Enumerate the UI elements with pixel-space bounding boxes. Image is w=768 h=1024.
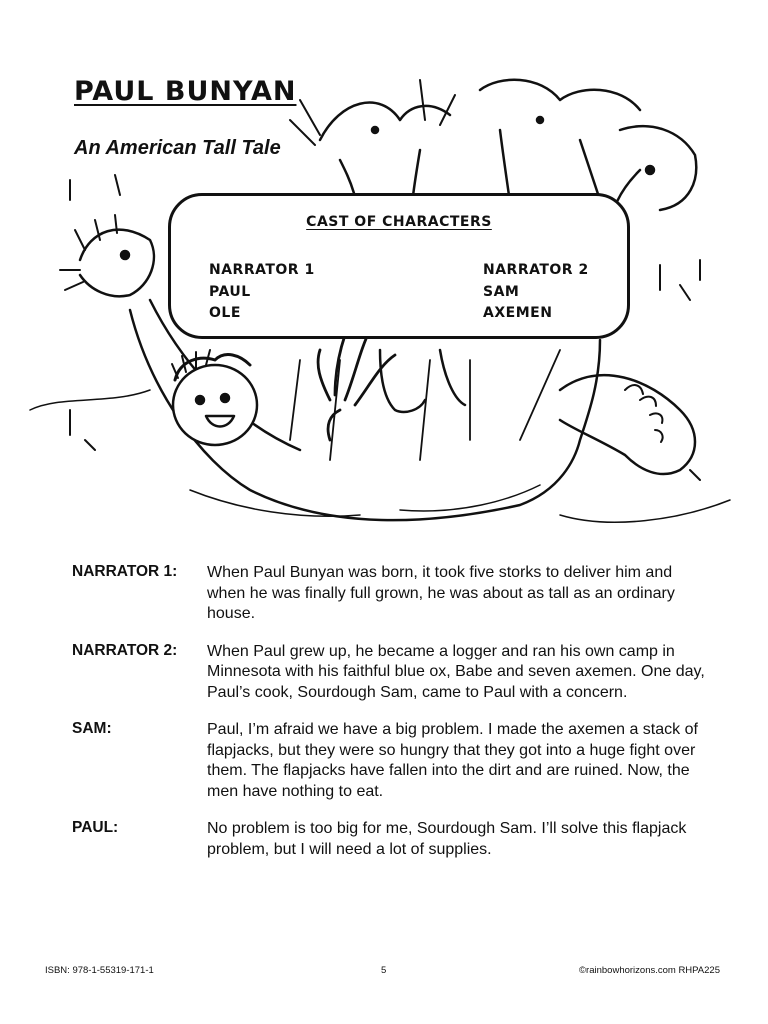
cast-list-left: [209, 260, 315, 325]
dialogue-line: [72, 819, 712, 860]
cast-member: AXEMEN: [483, 305, 553, 321]
speaker-label: NARRATOR 2:: [72, 641, 178, 659]
footer-page-number: 5: [381, 965, 387, 976]
cast-member: NARRATOR 2: [483, 262, 589, 278]
speaker-label: PAUL:: [72, 819, 119, 836]
cast-member: PAUL: [209, 283, 251, 300]
cast-member: SAM: [483, 283, 520, 300]
cast-member: OLE: [209, 305, 241, 321]
cast-of-characters-box: [168, 193, 630, 339]
speaker-label: SAM:: [72, 720, 112, 737]
script-dialogue: [72, 563, 712, 877]
footer-isbn: ISBN: 978-1-55319-171-1: [45, 965, 154, 976]
cast-member: NARRATOR 1: [209, 262, 315, 278]
cast-title: CAST OF CHARACTERS: [306, 214, 492, 230]
dialogue-line: [72, 720, 712, 802]
dialogue-line: [72, 642, 712, 704]
page-subtitle: An American Tall Tale: [74, 137, 281, 159]
dialogue-line: [72, 563, 712, 625]
speech-text: When Paul Bunyan was born, it took five storks to deliver him and when he was finally full grown, he was about as tall as an ordinary house.: [207, 564, 675, 622]
footer-copyright: ©rainbowhorizons.com RHPA225: [579, 965, 720, 976]
speech-text: Paul, I’m afraid we have a big problem. I made the axemen a stack of flapjacks, but they were so hungry that they got into a huge fight over them. The flapjacks have fallen into the dirt and are ruined. Now, the men have nothing to eat.: [207, 721, 698, 800]
speech-text: When Paul grew up, he became a logger and ran his own camp in Minnesota with his faithful blue ox, Babe and seven axemen. One day, Paul’s cook, Sourdough Sam, came to Paul with a concern.: [207, 642, 705, 701]
cast-list-right: [483, 260, 589, 325]
speaker-label: NARRATOR 1:: [72, 563, 178, 580]
speech-text: No problem is too big for me, Sourdough Sam. I’ll solve this flapjack problem, but I will need a lot of supplies.: [207, 820, 687, 858]
page-title: PAUL BUNYAN: [74, 76, 297, 107]
